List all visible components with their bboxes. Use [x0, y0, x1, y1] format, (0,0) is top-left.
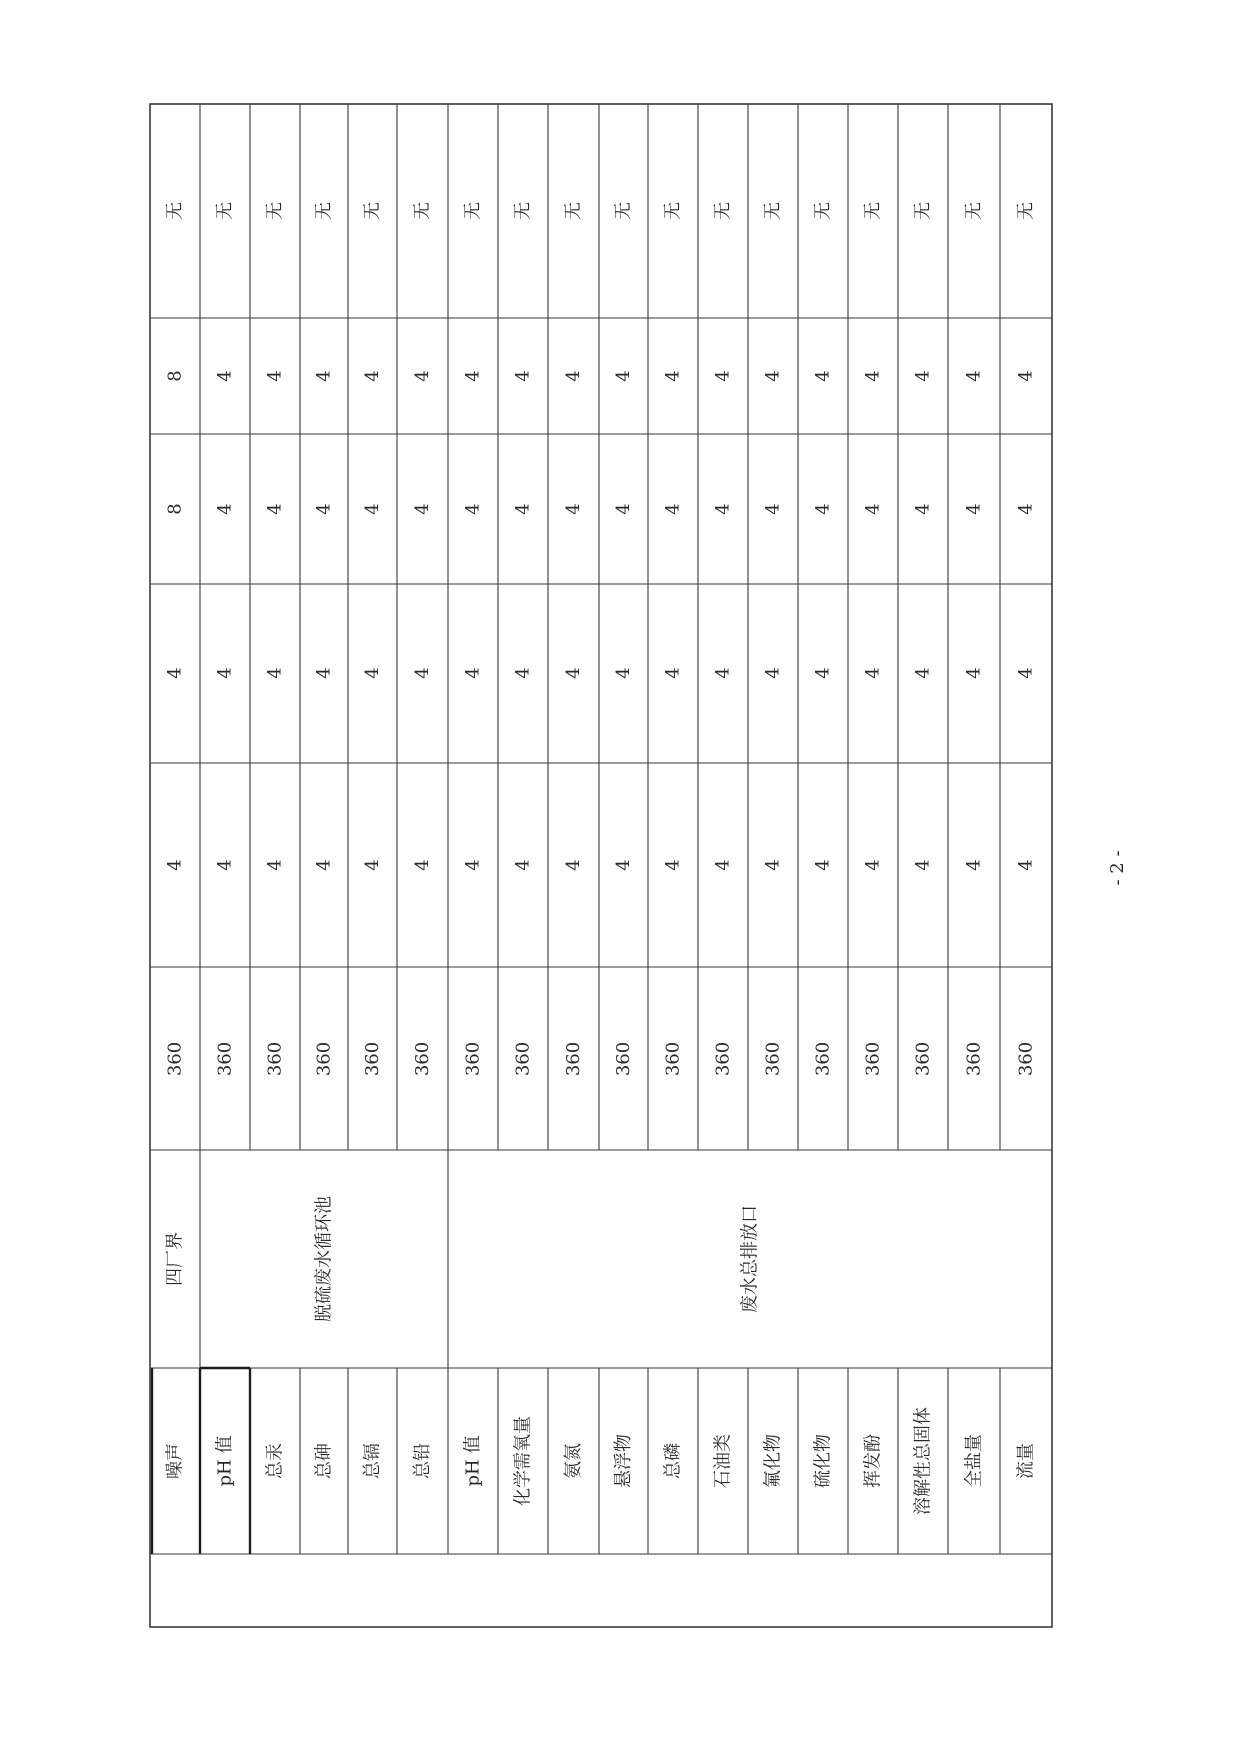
item-cell: 悬浮物	[613, 1434, 634, 1488]
value-cell: 4	[512, 370, 534, 382]
value-cell: 4	[862, 667, 884, 679]
remark-cell: 无	[313, 202, 335, 220]
value-cell: 360	[1015, 1041, 1037, 1077]
value-cell: 4	[412, 667, 433, 679]
value-cell: 360	[662, 1041, 684, 1077]
value-cell: 4	[313, 370, 335, 382]
value-cell: 4	[963, 859, 985, 871]
value-cell: 4	[563, 667, 584, 679]
item-cell: 硫化物	[812, 1434, 834, 1488]
item-cell: 氟化物	[762, 1434, 784, 1488]
value-cell: 4	[812, 859, 834, 871]
value-cell: 4	[912, 859, 934, 871]
value-cell: 360	[214, 1041, 236, 1077]
item-cell: 总砷	[313, 1443, 335, 1479]
remark-cell: 无	[662, 202, 684, 220]
remark-cell: 无	[462, 202, 484, 220]
value-cell: 4	[563, 370, 584, 382]
item-cell: 总磷	[662, 1443, 684, 1479]
value-cell: 4	[812, 503, 834, 515]
value-cell: 4	[812, 667, 834, 679]
value-cell: 8	[164, 503, 186, 515]
remark-cell: 无	[512, 202, 534, 220]
value-cell: 4	[512, 667, 534, 679]
item-cell: 噪声	[164, 1443, 186, 1479]
item-cell: 挥发酚	[862, 1434, 884, 1488]
value-cell: 360	[912, 1041, 934, 1077]
value-cell: 4	[412, 503, 433, 515]
page-number: - 2 -	[1107, 850, 1128, 886]
value-cell: 4	[412, 859, 433, 871]
item-cell: 全盐量	[963, 1434, 985, 1488]
item-cell: 氨氮	[563, 1443, 584, 1479]
value-cell: 4	[912, 667, 934, 679]
value-cell: 4	[862, 503, 884, 515]
value-cell: 4	[762, 370, 784, 382]
value-cell: 4	[362, 503, 383, 515]
value-cell: 4	[862, 370, 884, 382]
value-cell: 4	[912, 370, 934, 382]
value-cell: 4	[1015, 859, 1037, 871]
remark-cell: 无	[412, 202, 433, 220]
remark-cell: 无	[164, 202, 186, 220]
remark-cell: 无	[362, 202, 383, 220]
value-cell: 360	[563, 1041, 584, 1077]
value-cell: 4	[662, 667, 684, 679]
value-cell: 8	[164, 370, 186, 382]
remark-cell: 无	[613, 202, 634, 220]
value-cell: 4	[313, 859, 335, 871]
remark-cell: 无	[214, 202, 236, 220]
value-cell: 4	[264, 667, 286, 679]
value-cell: 4	[313, 503, 335, 515]
merged-location-cell: 脱硫废水循环池	[313, 1196, 335, 1322]
value-cell: 4	[462, 370, 484, 382]
value-cell: 4	[214, 667, 236, 679]
value-cell: 360	[613, 1041, 634, 1077]
value-cell: 4	[362, 667, 383, 679]
value-cell: 4	[362, 370, 383, 382]
value-cell: 4	[662, 503, 684, 515]
value-cell: 4	[264, 503, 286, 515]
value-cell: 4	[613, 859, 634, 871]
value-cell: 4	[563, 503, 584, 515]
value-cell: 4	[214, 370, 236, 382]
value-cell: 4	[1015, 503, 1037, 515]
value-cell: 4	[362, 859, 383, 871]
item-cell: 流量	[1015, 1443, 1037, 1479]
value-cell: 4	[963, 667, 985, 679]
value-cell: 4	[1015, 667, 1037, 679]
value-cell: 360	[264, 1041, 286, 1077]
value-cell: 360	[762, 1041, 784, 1077]
value-cell: 360	[462, 1041, 484, 1077]
value-cell: 4	[613, 503, 634, 515]
value-cell: 4	[712, 859, 734, 871]
value-cell: 4	[912, 503, 934, 515]
value-cell: 360	[862, 1041, 884, 1077]
value-cell: 4	[214, 503, 236, 515]
value-cell: 4	[164, 859, 186, 871]
value-cell: 4	[512, 859, 534, 871]
value-cell: 4	[762, 667, 784, 679]
value-cell: 4	[762, 859, 784, 871]
value-cell: 4	[512, 503, 534, 515]
value-cell: 4	[963, 503, 985, 515]
remark-cell: 无	[712, 202, 734, 220]
value-cell: 360	[412, 1041, 433, 1077]
value-cell: 4	[712, 370, 734, 382]
value-cell: 4	[712, 667, 734, 679]
remark-cell: 无	[1015, 202, 1037, 220]
remark-cell: 无	[862, 202, 884, 220]
value-cell: 4	[613, 667, 634, 679]
remark-cell: 无	[912, 202, 934, 220]
remark-cell: 无	[563, 202, 584, 220]
value-cell: 4	[264, 370, 286, 382]
remark-cell: 无	[762, 202, 784, 220]
item-cell: pH 值	[214, 1435, 236, 1487]
value-cell: 4	[812, 370, 834, 382]
item-cell: 总汞	[264, 1443, 286, 1479]
item-cell: 溶解性总固体	[912, 1407, 934, 1515]
value-cell: 360	[712, 1041, 734, 1077]
value-cell: 4	[613, 370, 634, 382]
item-cell: 化学需氧量	[512, 1416, 534, 1506]
value-cell: 4	[462, 667, 484, 679]
merged-location-cell: 废水总排放口	[739, 1205, 761, 1313]
value-cell: 4	[963, 370, 985, 382]
value-cell: 4	[1015, 370, 1037, 382]
value-cell: 4	[462, 859, 484, 871]
value-cell: 360	[313, 1041, 335, 1077]
value-cell: 4	[214, 859, 236, 871]
item-cell: 总镉	[362, 1443, 383, 1479]
item-cell: pH 值	[462, 1435, 484, 1487]
item-cell: 石油类	[712, 1434, 734, 1488]
table-cells	[165, 202, 1037, 1515]
item-cell: 总铅	[412, 1443, 433, 1479]
remark-cell: 无	[963, 202, 985, 220]
value-cell: 360	[164, 1041, 186, 1077]
value-cell: 4	[164, 667, 186, 679]
value-cell: 360	[963, 1041, 985, 1077]
value-cell: 4	[862, 859, 884, 871]
value-cell: 4	[563, 859, 584, 871]
value-cell: 360	[512, 1041, 534, 1077]
value-cell: 4	[313, 667, 335, 679]
remark-cell: 无	[264, 202, 286, 220]
value-cell: 4	[712, 503, 734, 515]
value-cell: 4	[662, 370, 684, 382]
location-cell: 四厂界	[164, 1232, 186, 1286]
value-cell: 4	[462, 503, 484, 515]
value-cell: 4	[412, 370, 433, 382]
value-cell: 4	[264, 859, 286, 871]
value-cell: 360	[362, 1041, 383, 1077]
value-cell: 4	[762, 503, 784, 515]
row-rules	[200, 104, 1000, 1554]
value-cell: 4	[662, 859, 684, 871]
remark-cell: 无	[812, 202, 834, 220]
value-cell: 360	[812, 1041, 834, 1077]
